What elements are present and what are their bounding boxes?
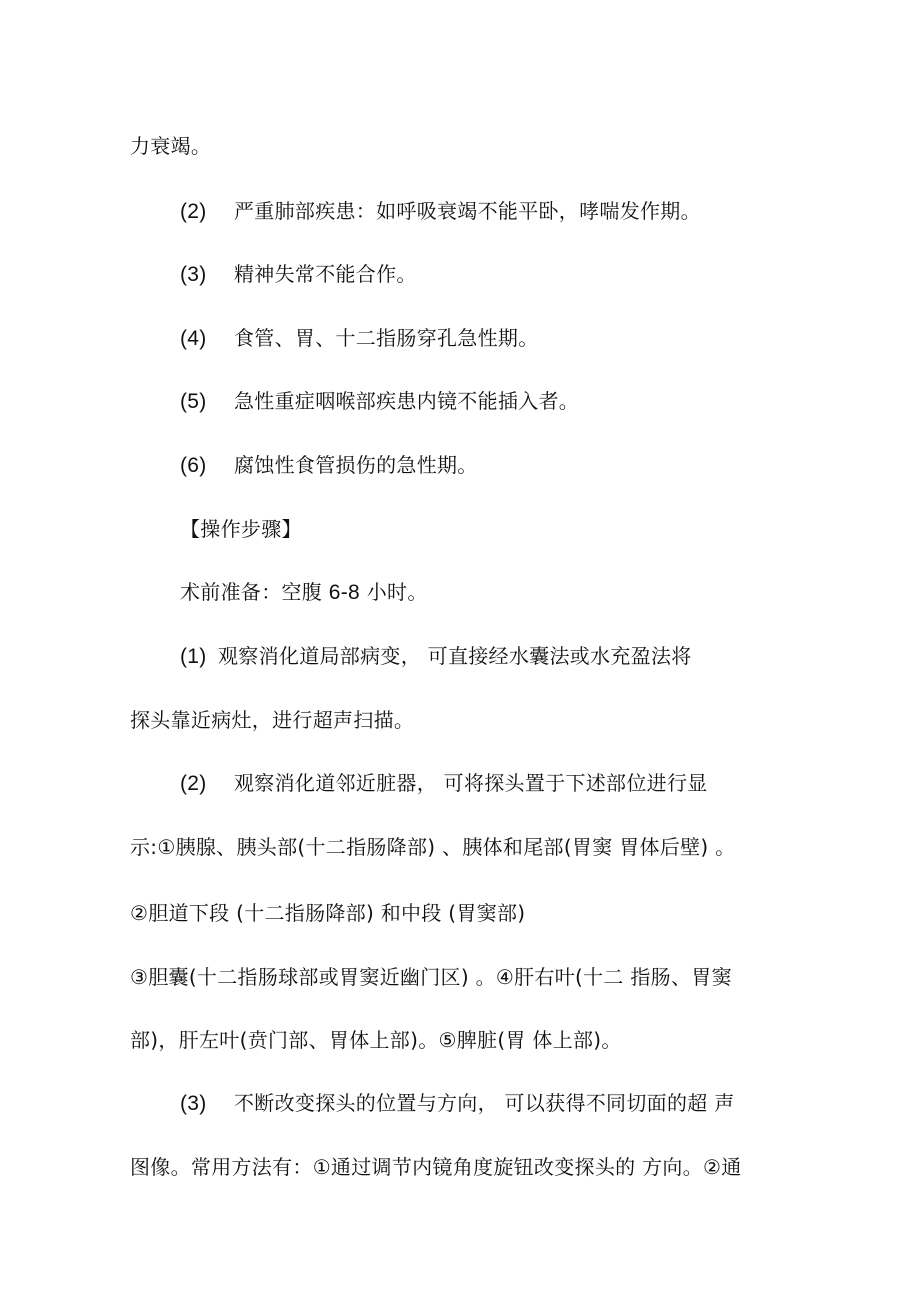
item-text: 不断改变探头的位置与方向， 可以获得不同切面的超 声 [234,1091,735,1115]
item-text: 严重肺部疾患：如呼吸衰竭不能平卧，哮喘发作期。 [234,199,701,223]
item-number: (2) [180,200,207,223]
list-item [180,1089,735,1118]
heading-text: 【操作步骤】 [180,517,302,541]
item-number: (4) [180,327,207,350]
item-number: (6) [180,454,207,477]
list-item [180,387,579,416]
item-text: 腐蚀性食管损伤的急性期。 [234,453,478,477]
item-text: 食管、胃、十二指肠穿孔急性期。 [234,326,539,350]
list-item [180,197,701,226]
text-line [130,706,414,734]
section-heading [180,515,302,543]
line-text-post: 小时。 [366,580,428,604]
list-item [180,451,478,480]
item-number: (5) [180,390,207,413]
item-number: (1) [180,645,207,668]
line-text-hours: 6-8 [328,581,361,604]
list-item [180,769,708,798]
text-line [130,1153,742,1181]
item-number: (3) [180,1092,207,1115]
item-text: 精神失常不能合作。 [234,262,417,286]
list-item [180,260,417,289]
text-line [130,963,732,991]
list-item [180,324,539,353]
item-text: 急性重症咽喉部疾患内镜不能插入者。 [234,389,580,413]
line-text: 图像。常用方法有：①通过调节内镜角度旋钮改变探头的 方向。②通 [130,1155,742,1179]
line-text: 部)，肝左叶(贲门部、胃体上部)。⑤脾脏(胃 体上部)。 [130,1028,622,1052]
text-line [130,899,525,927]
item-number: (2) [180,772,207,795]
line-text: ②胆道下段 (十二指肠降部) 和中段 (胃窦部) [130,901,526,925]
list-item [180,642,692,671]
line-text: ③胆囊(十二指肠球部或胃窦近幽门区) 。④肝右叶(十二 指肠、胃窦 [130,965,732,989]
text-line [130,1026,622,1054]
item-text: 观察消化道邻近脏器， 可将探头置于下述部位进行显 [234,771,708,795]
line-text: 力衰竭。 [130,134,212,158]
text-line [180,578,428,607]
item-number: (3) [180,263,207,286]
text-line [130,833,735,861]
line-text: 示:①胰腺、胰头部(十二指肠降部) 、胰体和尾部(胃窦 胃体后壁) 。 [130,835,736,859]
item-text: 观察消化道局部病变， 可直接经水囊法或水充盈法将 [218,644,692,668]
line-text: 探头靠近病灶，进行超声扫描。 [130,708,415,732]
line-text-pre: 术前准备：空腹 [180,580,323,604]
text-line [130,132,211,160]
